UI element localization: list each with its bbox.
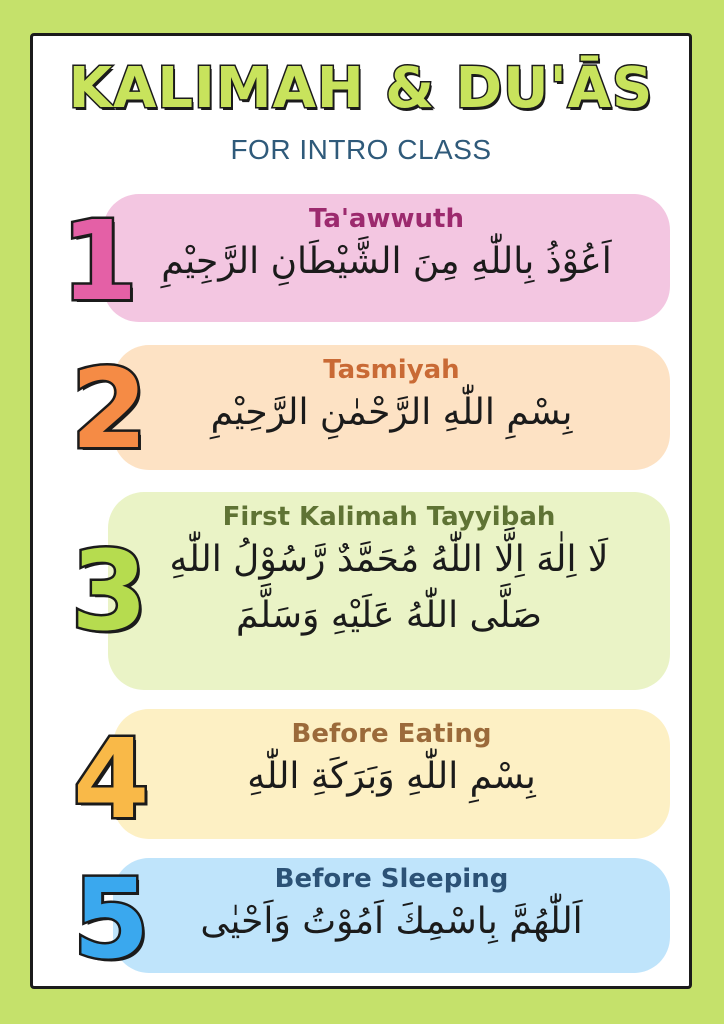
dua-arabic-line: صَلَّى اللّٰهُ عَلَيْهِ وَسَلَّمَ <box>236 594 542 636</box>
page-title: KALIMAH & DU'ĀS <box>68 56 654 121</box>
dua-card-before-sleeping <box>113 858 670 973</box>
dua-title: Before Sleeping <box>274 864 509 894</box>
number-badge-5: 5 <box>73 855 150 983</box>
number-badge-2: 2 <box>71 345 148 473</box>
dua-arabic-line: اَعُوْذُ بِاللّٰهِ مِنَ الشَّيْطَانِ الرَّجِيْمِ <box>161 241 612 282</box>
dua-title: Before Eating <box>291 719 492 749</box>
dua-card-before-eating <box>113 709 670 839</box>
dua-arabic-line: بِسْمِ اللّٰهِ الرَّحْمٰنِ الرَّحِيْمِ <box>210 392 573 433</box>
dua-arabic-line: لَا اِلٰهَ اِلَّا اللّٰهُ مُحَمَّدٌ رَّسُوْلُ اللّٰهِ <box>169 539 609 580</box>
dua-arabic-line: اَللّٰهُمَّ بِاسْمِكَ اَمُوْتُ وَاَحْيٰى <box>200 901 583 942</box>
page-subtitle: FOR INTRO CLASS <box>230 134 492 165</box>
number-badge-4: 4 <box>73 715 150 843</box>
dua-card-first-kalimah <box>108 492 670 690</box>
dua-card-tasmiyah <box>113 345 670 470</box>
dua-title: Ta'awwuth <box>309 204 464 234</box>
dua-title: Tasmiyah <box>323 355 460 385</box>
dua-title: First Kalimah Tayyibah <box>222 502 556 532</box>
dua-card-taawwuth <box>103 194 670 322</box>
number-badge-3: 3 <box>71 527 148 655</box>
dua-arabic-line: بِسْمِ اللّٰهِ وَبَرَكَةِ اللّٰهِ <box>247 756 536 797</box>
poster <box>30 33 692 989</box>
number-badge-1: 1 <box>61 197 138 325</box>
